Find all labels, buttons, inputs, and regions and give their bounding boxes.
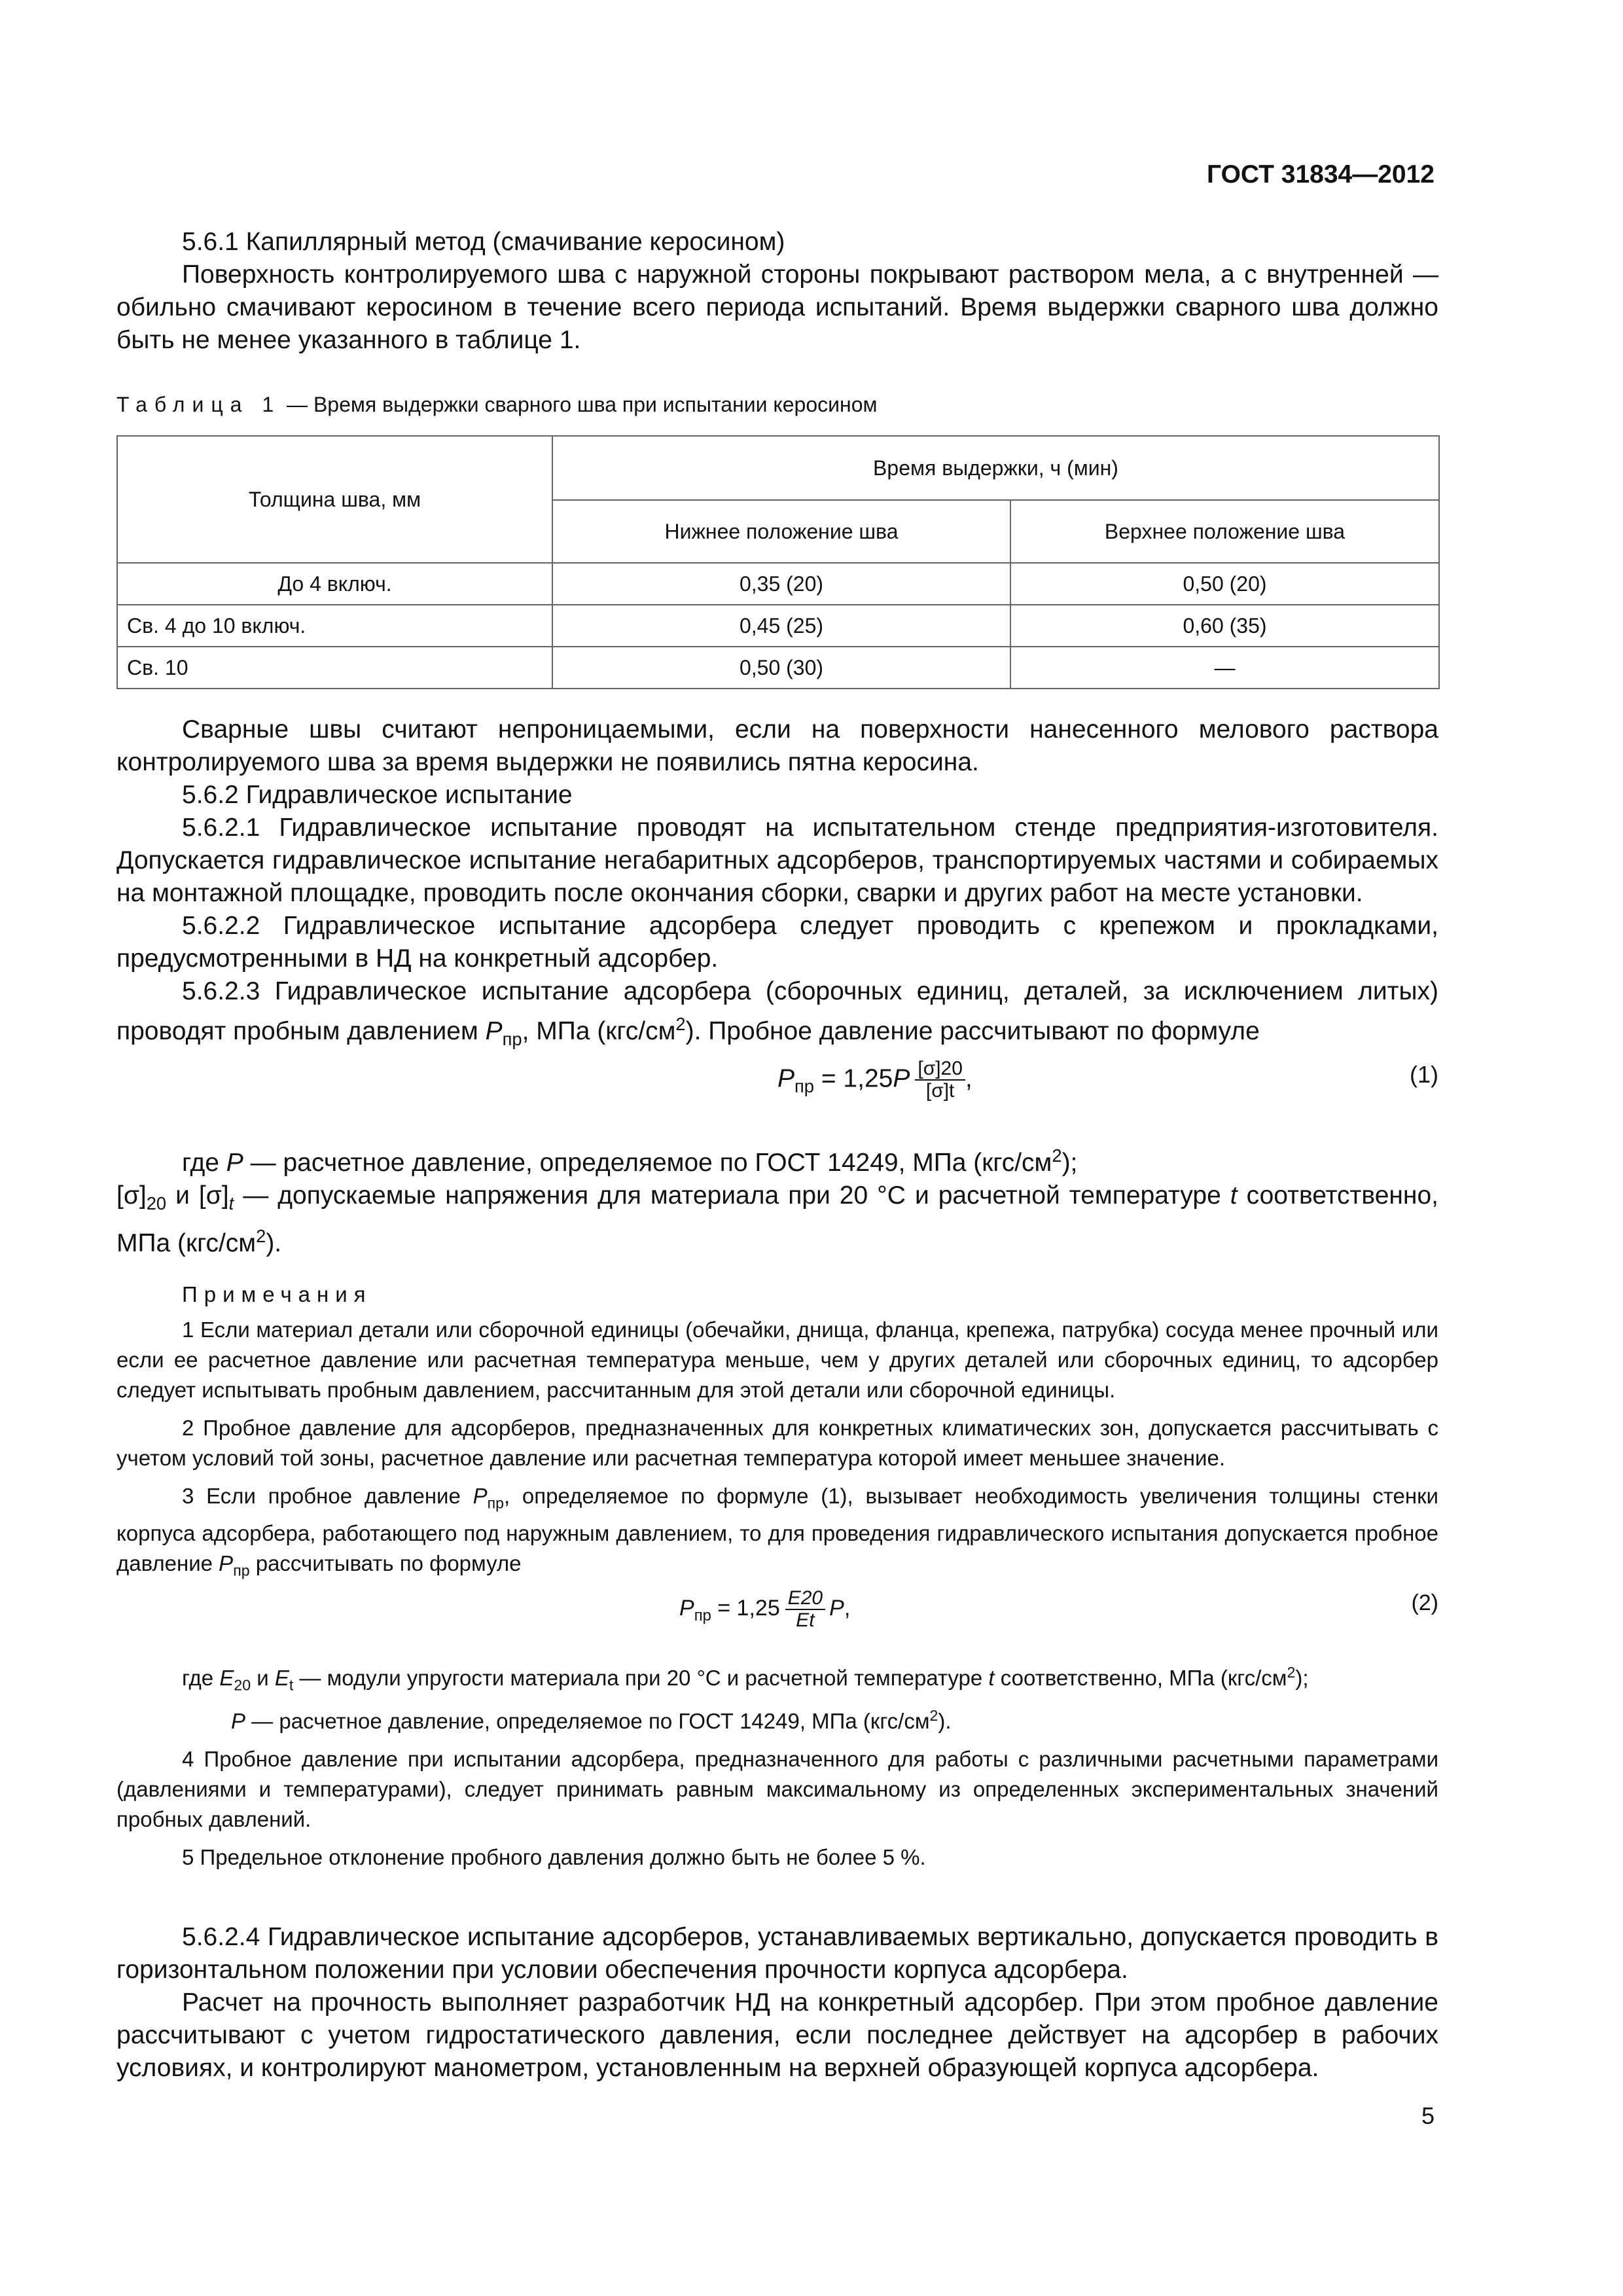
formula-2: [116, 1585, 1438, 1657]
paragraph-5622: 5.6.2.2 Гидравлическое испытание адсорбера следует проводить с крепежом и прокладками, предусмотренными в НД на конкретный адсорбер.: [116, 912, 1438, 973]
where-line-2: $[\sigma]_{20}$ и $[\sigma]_t$ — допускаемые напряжения для материала при 20 °С и расчетной температуре t соответственно, МПа $(кгс/см^2)$.: [116, 1181, 1438, 1257]
formula-2-number: (2): [1411, 1590, 1438, 1616]
table-1: [116, 435, 1440, 689]
cell-lower: 0,50 (30): [552, 647, 1010, 689]
header-thickness: Толщина шва, мм: [117, 436, 552, 563]
table-row: [117, 647, 1439, 689]
table-caption-text: — Время выдержки сварного шва при испытании керосином: [287, 393, 878, 416]
note-4: 4 Пробное давление при испытании адсорбера, предназначенного для работы с различными расчетными параметрами (давлениями и температурами), следует принимать равным максимальному из определенных экспериментальных значений пробных давлений.: [116, 1746, 1438, 1831]
table-caption-label: Таблица 1: [116, 393, 281, 416]
paragraph-5624: 5.6.2.4 Гидравлическое испытание адсорберов, устанавливаемых вертикально, допускается проводить в горизонтальном положении при условии обеспечения прочности корпуса адсорбера.: [116, 1923, 1438, 1984]
formula-2-expression: $P_{пр} = 1,25$ $\frac{E20}{Et}$ P,: [679, 1587, 851, 1632]
page-number: 5: [1421, 2102, 1435, 2129]
section-561: [116, 226, 1438, 357]
cell-upper: —: [1010, 647, 1439, 689]
where-2-line-2: P — расчетное давление, определяемое по ГОСТ 14249, МПа $(кгс/см^2)$.: [231, 1706, 952, 1733]
note-5: 5 Предельное отклонение пробного давления должно быть не более 5 %.: [182, 1844, 926, 1869]
cell-upper: 0,60 (35): [1010, 605, 1439, 647]
section-5624: [116, 1921, 1438, 2085]
paragraph-5621: 5.6.2.1 Гидравлическое испытание проводят на испытательном стенде предприятия-изготовителя. Допускается гидравлическое испытание негабаритных адсорберов, транспортируемых частями и собираемых на монтажной площадке, проводить после окончания сборки, сварки и других работ на месте установки.: [116, 814, 1438, 907]
paragraph-strength-calc: Расчет на прочность выполняет разработчик НД на конкретный адсорбер. При этом пробное давление рассчитывают с учетом гидростатического давления, если последнее действует на адсорбер в рабочих условиях, и контролируют манометром, установленным на верхней образующей корпуса адсорбера.: [116, 1988, 1438, 2082]
heading-562: 5.6.2 Гидравлическое испытание: [182, 781, 573, 809]
document-code: ГОСТ 31834—2012: [1207, 160, 1435, 188]
cell-upper: 0,50 (20): [1010, 563, 1439, 605]
heading-561: 5.6.1 Капиллярный метод (смачивание керосином): [182, 228, 785, 256]
table-caption: [116, 393, 877, 417]
cell-thickness: Св. 4 до 10 включ.: [117, 605, 552, 647]
cell-thickness: Св. 10: [117, 647, 552, 689]
notes-title: Примечания: [182, 1282, 372, 1306]
formula-1: [116, 1056, 1438, 1134]
paragraph-561: Поверхность контролируемого шва с наружной стороны покрывают раствором мела, а с внутренней — обильно смачивают керосином в течение всего периода испытаний. Время выдержки сварного шва должно быть не менее указанного в таблице 1.: [116, 260, 1438, 354]
paragraph-impermeable: Сварные швы считают непроницаемыми, если на поверхности нанесенного мелового раствора контролируемого шва за время выдержки не появились пятна керосина.: [116, 715, 1438, 776]
note-3: 3 Если пробное давление $P_{пр}$, определяемое по формуле (1), вызывает необходимость увеличения толщины стенки корпуса адсорбера, работающего под наружным давлением, то для проведения гидравлического испытания допускается пробное давление $P_{пр}$ рассчитывать по формуле: [116, 1484, 1438, 1579]
notes-block: [116, 1280, 1438, 1873]
where-line-1: где P — расчетное давление, определяемое по ГОСТ 14249, МПа $(кгс/см^2)$;: [182, 1145, 1078, 1177]
formula-1-expression: $P_{пр} = 1,25P$ $\frac{[\sigma]20}{[\sigma]t}$ ,: [777, 1057, 972, 1102]
table-header-row: [117, 436, 1439, 500]
section-562: [116, 713, 1438, 1260]
header-lower: Нижнее положение шва: [552, 500, 1010, 563]
header-time: Время выдержки, ч (мин): [552, 436, 1439, 500]
cell-thickness: До 4 включ.: [117, 563, 552, 605]
header-upper: Верхнее положение шва: [1010, 500, 1439, 563]
formula-1-number: (1): [1410, 1060, 1438, 1088]
note-2: 2 Пробное давление для адсорберов, предназначенных для конкретных климатических зон, допускается рассчитывать с учетом условий той зоны, расчетное давление или расчетная температура которой имеет меньшее значение.: [116, 1416, 1438, 1470]
cell-lower: 0,35 (20): [552, 563, 1010, 605]
table-row: [117, 563, 1439, 605]
paragraph-5623: 5.6.2.3 Гидравлическое испытание адсорбера (сборочных единиц, деталей, за исключением литых) проводят пробным давлением $P_{пр}$, МПа $(кгс/см^2)$. Пробное давление рассчитывают по формуле: [116, 977, 1438, 1049]
where-2-line-1: где $E_{20}$ и $E_t$ — модули упругости материала при 20 °С и расчетной температуре t соответственно, МПа $(кгс/см^2)$;: [182, 1664, 1309, 1694]
table-row: [117, 605, 1439, 647]
note-1: 1 Если материал детали или сборочной единицы (обечайки, днища, фланца, крепежа, патрубка) сосуда менее прочный или если ее расчетное давление или расчетная температура меньше, чем у других деталей или сборочных единиц, то адсорбер следует испытывать пробным давлением, рассчитанным для этой детали или сборочной единицы.: [116, 1318, 1438, 1402]
cell-lower: 0,45 (25): [552, 605, 1010, 647]
